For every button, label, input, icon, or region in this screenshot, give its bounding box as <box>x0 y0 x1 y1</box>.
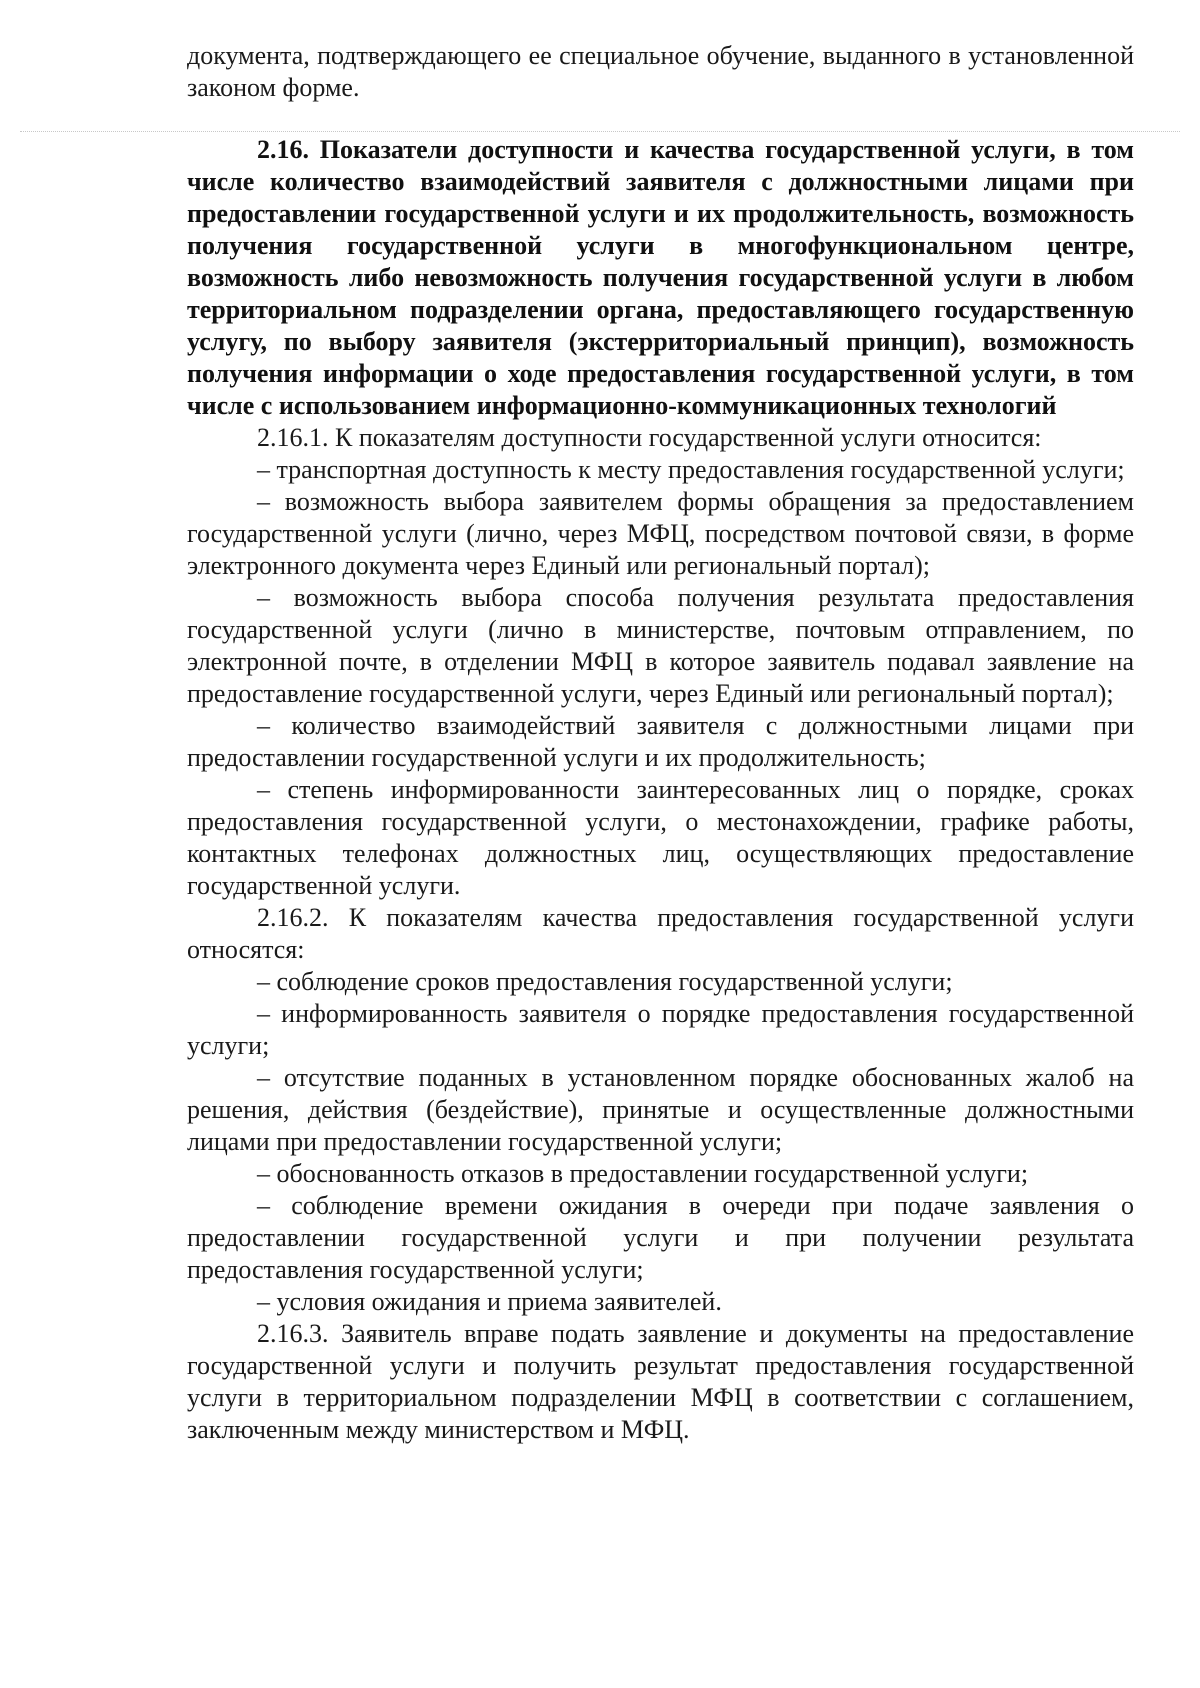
section-2-title: 2.16.2. К показателям качества предоставления государственной услуги относятся: <box>187 903 1134 964</box>
document-page <box>187 40 1134 1446</box>
section-2-item: – соблюдение сроков предоставления государственной услуги; <box>257 967 953 996</box>
section-1-item: – возможность выбора способа получения результата предоставления государственной услуги (лично в министерстве, почтовым отправлением, по электронной почте, в отделении МФЦ в которое заявитель подавал заявление на предоставление государственной услуги, через Единый или региональный портал); <box>187 583 1134 708</box>
section-1-item: – количество взаимодействий заявителя с должностными лицами при предоставлении государственной услуги и их продолжительность; <box>187 711 1134 772</box>
section-heading: 2.16. Показатели доступности и качества государственной услуги, в том числе количество взаимодействий заявителя с должностными лицами при предоставлении государственной услуги и их продолжительность, возможность получения государственной услуги в многофункциональном центре, возможность либо невозможность получения государственной услуги в любом территориальном подразделении органа, предоставляющего государственную услугу, по выбору заявителя (экстерриториальный принцип), возможность получения информации о ходе предоставления государственной услуги, в том числе с использованием информационно-коммуникационных технологий <box>187 135 1134 420</box>
section-2-item: – отсутствие поданных в установленном порядке обоснованных жалоб на решения, действия (бездействие), принятые и осуществленные должностными лицами при предоставлении государственной услуги; <box>187 1063 1134 1156</box>
section-2-item: – условия ожидания и приема заявителей. <box>257 1287 722 1316</box>
section-1-item: – транспортная доступность к месту предоставления государственной услуги; <box>257 455 1125 484</box>
section-1-item: – степень информированности заинтересованных лиц о порядке, сроках предоставления государственной услуги, о местонахождении, графике работы, контактных телефонах должностных лиц, осуществляющих предоставление государственной услуги. <box>187 775 1134 900</box>
intro-paragraph: документа, подтверждающего ее специальное обучение, выданного в установленной законом форме. <box>187 41 1134 102</box>
section-2-item: – обоснованность отказов в предоставлении государственной услуги; <box>257 1159 1029 1188</box>
section-2-item: – соблюдение времени ожидания в очереди при подаче заявления о предоставлении государственной услуги и при получении результата предоставления государственной услуги; <box>187 1191 1134 1284</box>
section-gap <box>187 104 1134 134</box>
section-3-paragraph: 2.16.3. Заявитель вправе подать заявление и документы на предоставление государственной услуги и получить результат предоставления государственной услуги в территориальном подразделении МФЦ в соответствии с соглашением, заключенным между министерством и МФЦ. <box>187 1319 1134 1444</box>
section-2-item: – информированность заявителя о порядке предоставления государственной услуги; <box>187 999 1134 1060</box>
section-1-title: 2.16.1. К показателям доступности государственной услуги относится: <box>257 423 1042 452</box>
section-1-item: – возможность выбора заявителем формы обращения за предоставлением государственной услуги (лично, через МФЦ, посредством почтовой связи, в форме электронного документа через Единый или региональный портал); <box>187 487 1134 580</box>
